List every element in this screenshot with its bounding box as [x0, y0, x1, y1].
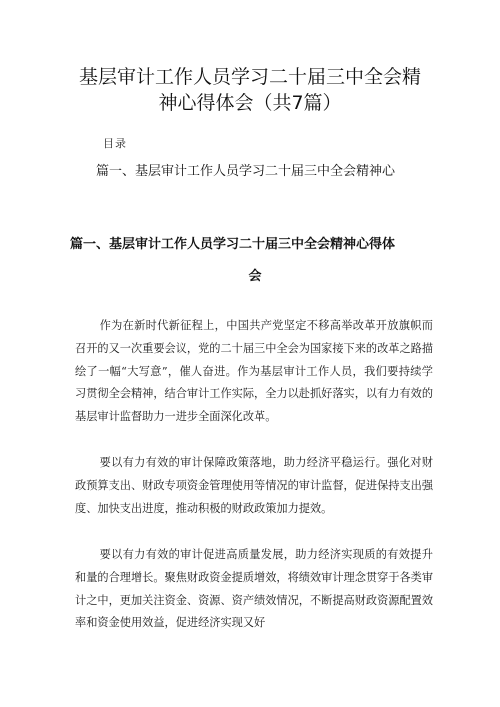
- document-title-line2: 神心得体会（共7篇）: [158, 92, 342, 114]
- section-title: [70, 229, 440, 293]
- toc-item-1[interactable]: 篇一、基层审计工作人员学习二十届三中全会精神心: [96, 164, 396, 179]
- section-title-line2: 会: [248, 269, 262, 284]
- section-title-line1: 篇一、基层审计工作人员学习二十届三中全会精神心得体: [70, 237, 396, 252]
- paragraph-3: 要以有力有效的审计促进高质量发展，助力经济实现质的有效提升和量的合理增长。聚焦财政资金提质增效，将绩效审计理念贯穿于各类审计之中，更加关注资金、资源、资产绩效情况，不断提高财政资源配置效率和资金使用效益，促进经济实现又好: [75, 548, 434, 630]
- paragraph-1: 作为在新时代新征程上，中国共产党坚定不移高举改革开放旗帜而召开的又一次重要会议，党的二十届三中全会为国家接下来的改革之路描绘了一幅“大写意”，催人奋进。作为基层审计工作人员，我们要持续学习贯彻全会精神，结合审计工作实际，全力以赴抓好落实，以有力有效的基层审计监督助力一进步全面深化改革。: [75, 319, 434, 424]
- document-title: [40, 64, 460, 116]
- toc-label: 目录: [103, 137, 127, 150]
- document-title-line1: 基层审计工作人员学习二十届三中全会精: [78, 66, 421, 88]
- paragraph-2: 要以有力有效的审计保障政策落地，助力经济平稳运行。强化对财政预算支出、财政专项资金管理使用等情况的审计监督，促进保持支出强度、加快支出进度，推动积极的财政政策加力提效。: [75, 456, 434, 515]
